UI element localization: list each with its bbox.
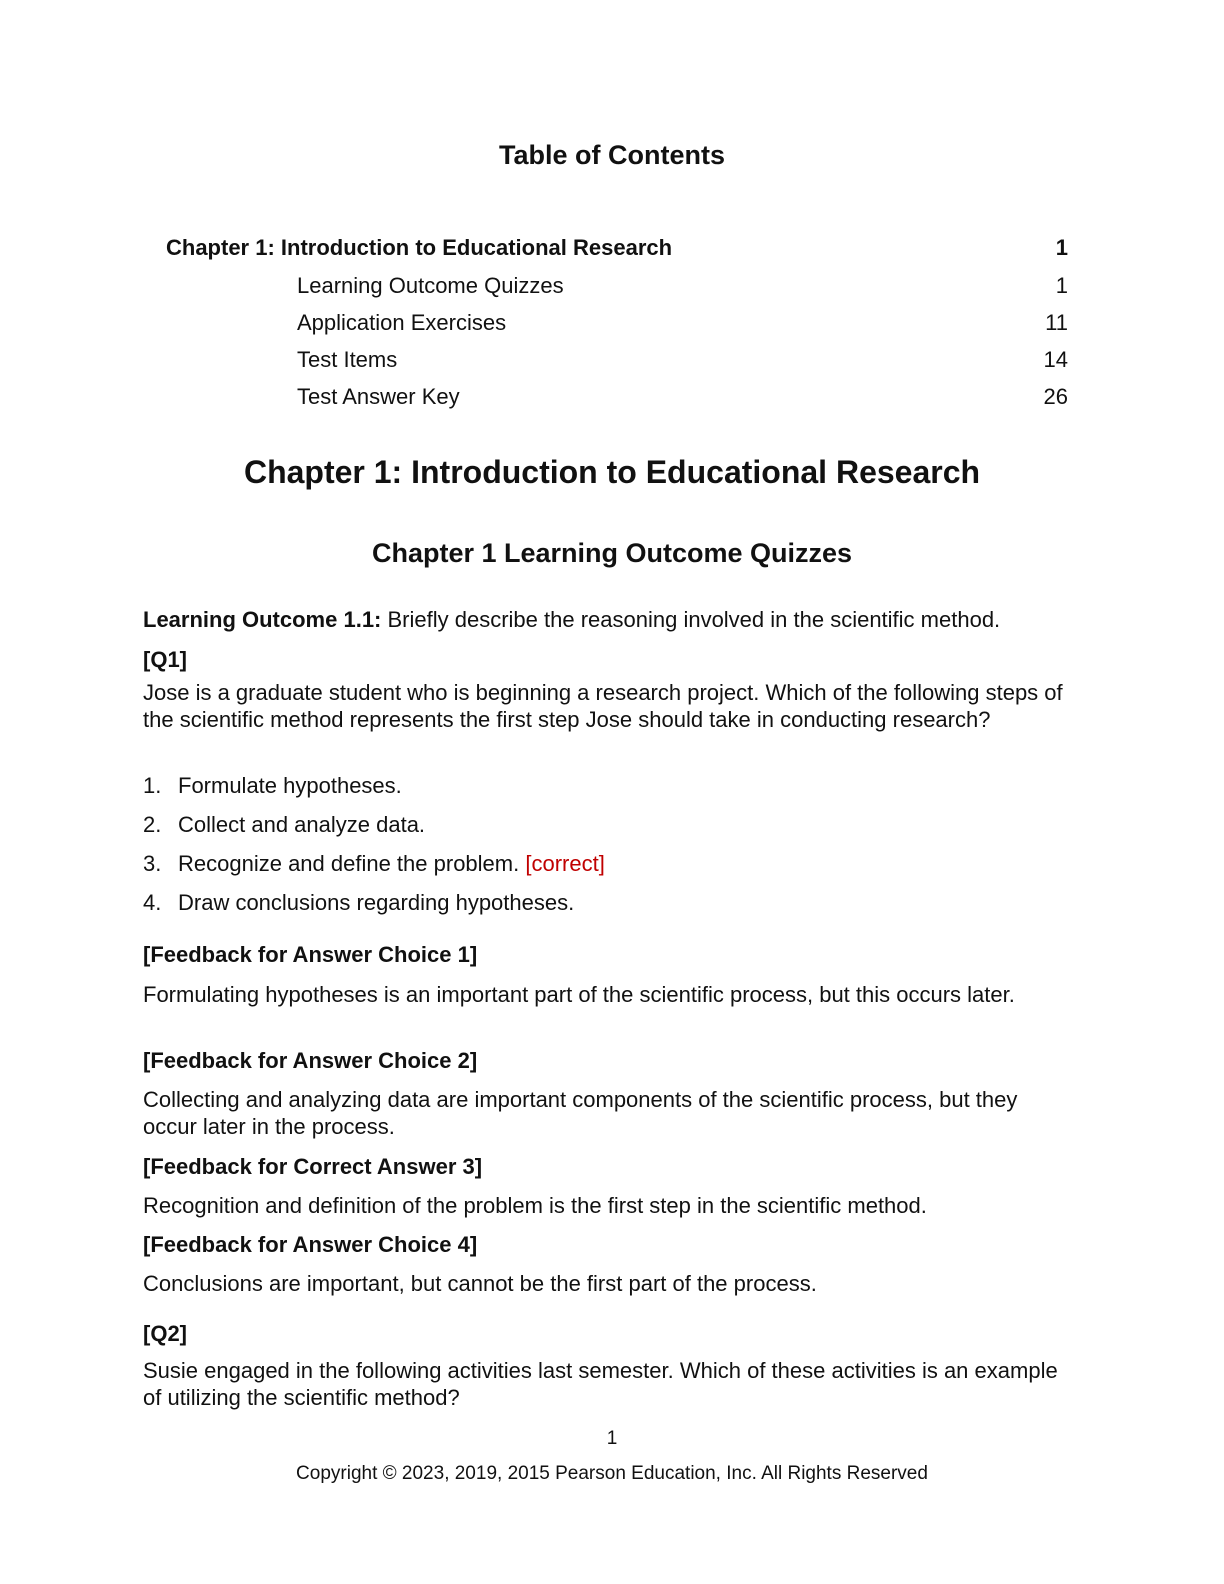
toc-entry-label[interactable]: Learning Outcome Quizzes <box>297 273 564 298</box>
answer-option: Formulate hypotheses. <box>178 773 402 798</box>
question-label: [Q2] <box>143 1321 187 1346</box>
learning-outcome-label: Learning Outcome 1.1: <box>143 607 382 632</box>
feedback-text: Formulating hypotheses is an important part of the scientific process, but this occurs later. <box>143 982 1015 1007</box>
toc-title: Table of Contents <box>499 140 725 170</box>
toc-entry-page: 11 <box>1045 310 1068 335</box>
answer-option-text: Recognize and define the problem. <box>178 851 526 876</box>
feedback-heading: [Feedback for Answer Choice 2] <box>143 1048 478 1073</box>
toc-entry-label[interactable]: Test Items <box>297 347 398 372</box>
question-stem: Jose is a graduate student who is beginning a research project. Which of the following steps of the scientific method represents the first step Jose should take in conducting research? <box>143 680 1063 732</box>
toc-chapter-page: 1 <box>1055 235 1068 260</box>
learning-outcome <box>143 606 1000 633</box>
toc-entry-label[interactable]: Test Answer Key <box>297 384 460 409</box>
feedback-text: Recognition and definition of the problem is the first step in the scientific method. <box>143 1193 927 1218</box>
option-number: 3. <box>143 851 162 876</box>
feedback-text: Collecting and analyzing data are important components of the scientific process, but they occur later in the process. <box>143 1087 1018 1139</box>
learning-outcome-text: Briefly describe the reasoning involved in the scientific method. <box>381 607 1001 632</box>
feedback-heading: [Feedback for Answer Choice 4] <box>143 1232 478 1257</box>
toc-entry-label[interactable]: Application Exercises <box>297 310 507 335</box>
page-number: 1 <box>606 1428 618 1449</box>
section-title: Chapter 1 Learning Outcome Quizzes <box>371 538 853 568</box>
answer-option: Draw conclusions regarding hypotheses. <box>178 890 575 915</box>
question-label: [Q1] <box>143 647 187 672</box>
answer-option: Collect and analyze data. <box>178 812 426 837</box>
toc-entry-page: 14 <box>1043 347 1068 372</box>
correct-tag: [correct] <box>525 851 605 876</box>
toc-entry-page: 26 <box>1043 384 1068 409</box>
option-number: 4. <box>143 890 162 915</box>
option-number: 2. <box>143 812 162 837</box>
feedback-text: Conclusions are important, but cannot be the first part of the process. <box>143 1271 817 1296</box>
chapter-title: Chapter 1: Introduction to Educational Research <box>243 454 981 490</box>
question-stem: Susie engaged in the following activities last semester. Which of these activities is an example of utilizing the scientific method? <box>143 1358 1058 1410</box>
feedback-heading: [Feedback for Answer Choice 1] <box>143 942 478 967</box>
feedback-heading: [Feedback for Correct Answer 3] <box>143 1154 483 1179</box>
option-number: 1. <box>143 773 162 798</box>
copyright-notice: Copyright © 2023, 2019, 2015 Pearson Education, Inc. All Rights Reserved <box>296 1463 928 1484</box>
toc-entry-page: 1 <box>1055 273 1068 298</box>
toc-chapter-label[interactable]: Chapter 1: Introduction to Educational Research <box>166 235 673 260</box>
answer-option-correct <box>178 850 605 877</box>
